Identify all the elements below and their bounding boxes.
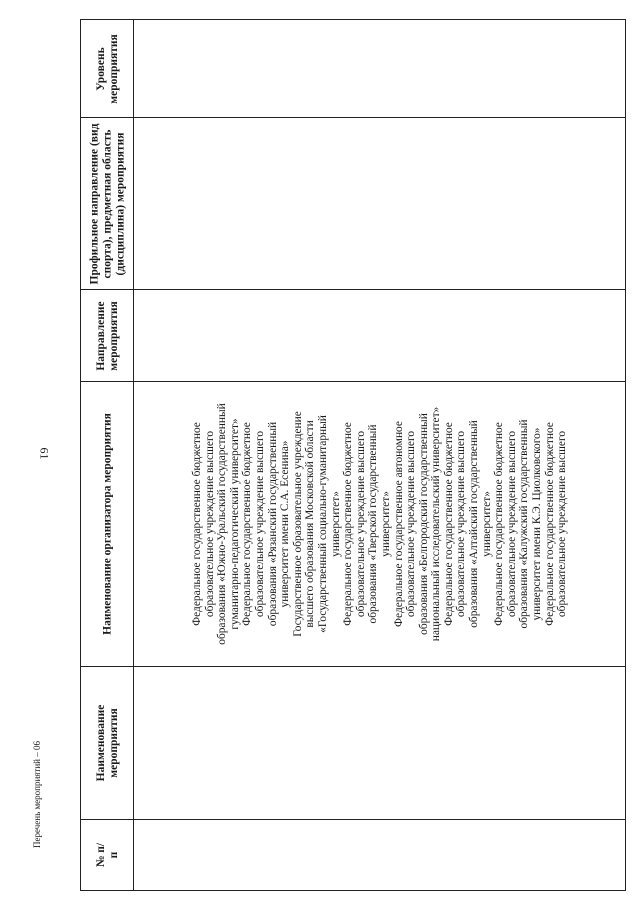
header-cell-profile xyxy=(81,118,134,290)
organizer-line: университет имени К.Э. Циолковского» xyxy=(530,427,543,621)
header-cell-number xyxy=(81,820,134,890)
cell-number xyxy=(134,820,625,890)
header-name-label: Наименование мероприятия xyxy=(94,704,120,782)
organizer-line: образования «Южно-Уральский государственный xyxy=(215,403,228,645)
organizer-line: образовательное учреждение высшего xyxy=(203,430,216,618)
organizer-line: образовательное учреждение высшего xyxy=(555,430,568,618)
organizer-line: «Государственный социально-гуманитарный xyxy=(316,415,329,633)
header-organizer-label: Наименование организатора мероприятия xyxy=(101,413,113,635)
header-cell-name xyxy=(81,667,134,820)
organizer-list xyxy=(191,382,569,667)
organizer-line: Государственное образовательное учреждение xyxy=(291,411,304,637)
organizer-line: образования «Тверской государственный xyxy=(366,424,379,624)
organizer-line: университет» xyxy=(379,491,392,557)
events-table xyxy=(80,19,626,891)
cell-organizer xyxy=(134,382,625,667)
header-level-label: Уровень мероприятия xyxy=(94,33,120,104)
cell-direction xyxy=(134,290,625,382)
organizer-line: образовательное учреждение высшего xyxy=(404,430,417,618)
header-cell-direction xyxy=(81,290,134,382)
cell-profile xyxy=(134,118,625,290)
header-number-label: № п/п xyxy=(94,842,120,868)
organizer-line: образования «Белгородский государственный xyxy=(417,413,430,635)
organizer-line: Федеральное государственное бюджетное xyxy=(240,422,253,626)
organizer-line: Федеральное государственное бюджетное xyxy=(341,422,354,626)
organizer-line: Федеральное государственное бюджетное xyxy=(442,422,455,626)
organizer-line: Федеральное государственное бюджетное xyxy=(543,422,556,626)
organizer-line: Федеральное государственное бюджетное xyxy=(492,422,505,626)
page-footer: Перечень мероприятий – 06 xyxy=(32,741,42,848)
cell-level xyxy=(134,20,625,118)
organizer-line: университет имени С.А. Есенина» xyxy=(278,440,291,608)
header-cell-level xyxy=(81,20,134,118)
organizer-line: образовательное учреждение высшего xyxy=(253,430,266,618)
organizer-line: университет» xyxy=(329,491,342,557)
organizer-line: Федеральное государственное бюджетное xyxy=(190,422,203,626)
organizer-line: образовательное учреждение высшего xyxy=(455,430,468,618)
table-data-row xyxy=(134,20,625,890)
organizer-line: образовательное учреждение высшего xyxy=(354,430,367,618)
organizer-line: образовательное учреждение высшего xyxy=(505,430,518,618)
page-number: 61 xyxy=(37,447,52,460)
organizer-line: университет» xyxy=(480,491,493,557)
header-cell-organizer xyxy=(81,382,134,667)
cell-name xyxy=(134,667,625,820)
table-header-row xyxy=(81,20,134,890)
header-profile-label: Профильное направление (вид спорта), предметная область (дисциплина) мероприятия xyxy=(88,123,126,284)
organizer-line: образования «Калужский государственный xyxy=(518,419,531,629)
organizer-line: национальный исследовательский университет» xyxy=(429,406,442,642)
organizer-line: образования «Рязанский государственный xyxy=(266,421,279,627)
organizer-line: высшего образования Московской области xyxy=(303,420,316,628)
organizer-line: образования «Алтайский государственный xyxy=(467,420,480,628)
organizer-line: гуманитарно-педагогический университет» xyxy=(228,418,241,630)
header-direction-label: Направление мероприятия xyxy=(94,300,120,371)
organizer-line: Федеральное государственное автономное xyxy=(392,421,405,627)
